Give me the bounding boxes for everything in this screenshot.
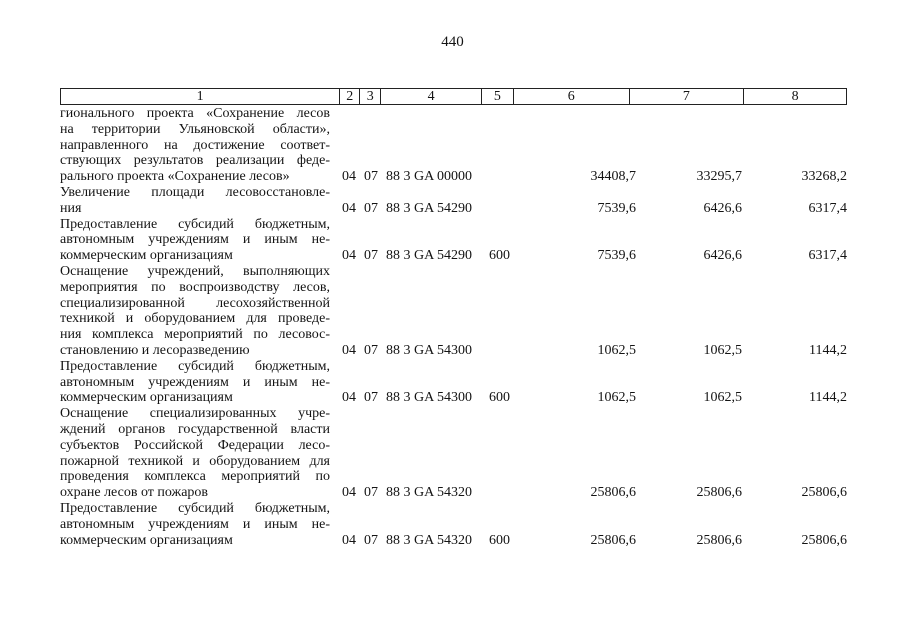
table-row xyxy=(60,106,847,185)
subsection-code: 07 xyxy=(364,342,378,358)
target-article-code: 88 3 GA 54320 xyxy=(386,532,472,548)
section-code: 04 xyxy=(342,248,356,264)
table-body xyxy=(60,106,847,548)
row-name-line: направленного на достижение соответ- xyxy=(60,137,330,153)
amount-col-7: 6426,6 xyxy=(703,200,742,216)
row-name-line: ждений органов государственной власти xyxy=(60,421,330,437)
row-name xyxy=(60,501,330,548)
expense-type-code: 600 xyxy=(489,248,510,264)
row-name xyxy=(60,217,330,264)
amount-col-8: 33268,2 xyxy=(801,169,847,185)
section-code: 04 xyxy=(342,169,356,185)
target-article-code: 88 3 GA 54300 xyxy=(386,390,472,406)
target-article-code: 88 3 GA 54290 xyxy=(386,248,472,264)
row-name xyxy=(60,106,330,185)
section-code: 04 xyxy=(342,342,356,358)
amount-col-7: 1062,5 xyxy=(703,342,742,358)
row-name xyxy=(60,185,330,217)
amount-col-8: 25806,6 xyxy=(801,485,847,501)
row-name-line: мероприятия по воспроизводству лесов, xyxy=(60,279,330,295)
amount-col-6: 7539,6 xyxy=(597,200,636,216)
expense-type-code: 600 xyxy=(489,390,510,406)
row-name-line: коммерческим организациям xyxy=(60,532,233,548)
subsection-code: 07 xyxy=(364,532,378,548)
row-name-line: Увеличение площади лесовосстановле- xyxy=(60,184,330,200)
table-row xyxy=(60,406,847,501)
row-name-line: Оснащение специализированных учре- xyxy=(60,406,330,422)
row-name-line: коммерческим организациям xyxy=(60,248,233,264)
amount-col-8: 6317,4 xyxy=(808,248,847,264)
header-col-5: 5 xyxy=(482,89,514,104)
table-row xyxy=(60,501,847,548)
row-name-line: техникой и оборудованием для проведе- xyxy=(60,311,330,327)
subsection-code: 07 xyxy=(364,248,378,264)
table-row xyxy=(60,359,847,406)
table-row xyxy=(60,217,847,264)
header-col-8: 8 xyxy=(791,89,799,104)
header-col-4: 4 xyxy=(381,89,482,104)
section-code: 04 xyxy=(342,200,356,216)
row-name xyxy=(60,406,330,501)
row-name-line: автономным учреждениям и иным не- xyxy=(60,232,330,248)
section-code: 04 xyxy=(342,485,356,501)
amount-col-6: 25806,6 xyxy=(590,532,636,548)
row-name-line: гионального проекта «Сохранение лесов xyxy=(60,106,330,121)
row-name-line: ния xyxy=(60,200,82,216)
amount-col-7: 25806,6 xyxy=(696,485,742,501)
header-col-3: 3 xyxy=(360,89,381,104)
amount-col-8: 1144,2 xyxy=(809,342,847,358)
table-row xyxy=(60,185,847,217)
row-name-line: Предоставление субсидий бюджетным, xyxy=(60,358,330,374)
amount-col-7: 25806,6 xyxy=(696,532,742,548)
row-name-line: охране лесов от пожаров xyxy=(60,485,209,501)
page-number: 440 xyxy=(441,34,464,50)
row-name-line: ния комплекса мероприятий по лесовос- xyxy=(60,327,330,343)
row-name-line: коммерческим организациям xyxy=(60,390,233,406)
amount-col-6: 1062,5 xyxy=(597,342,636,358)
row-name-line: проведения комплекса мероприятий по xyxy=(60,469,330,485)
table-header xyxy=(60,88,847,105)
row-name-line: рального проекта «Сохранение лесов» xyxy=(60,169,290,185)
amount-col-8: 6317,4 xyxy=(808,200,847,216)
amount-col-6: 7539,6 xyxy=(597,248,636,264)
amount-col-7: 33295,7 xyxy=(696,169,742,185)
row-name-line: автономным учреждениям и иным не- xyxy=(60,516,330,532)
table-row xyxy=(60,264,847,359)
row-name-line: пожарной техникой и оборудованием для xyxy=(60,453,330,469)
amount-col-8: 1144,2 xyxy=(809,390,847,406)
row-name-line: субъектов Российской Федерации лесо- xyxy=(60,437,330,453)
header-col-2: 2 xyxy=(340,89,360,104)
row-name-line: Предоставление субсидий бюджетным, xyxy=(60,500,330,516)
amount-col-7: 1062,5 xyxy=(703,390,742,406)
row-name xyxy=(60,264,330,359)
subsection-code: 07 xyxy=(364,485,378,501)
row-name-line: Оснащение учреждений, выполняющих xyxy=(60,263,330,279)
section-code: 04 xyxy=(342,390,356,406)
expense-type-code: 600 xyxy=(489,532,510,548)
amount-col-7: 6426,6 xyxy=(703,248,742,264)
target-article-code: 88 3 GA 54320 xyxy=(386,485,472,501)
row-name-line: автономным учреждениям и иным не- xyxy=(60,374,330,390)
target-article-code: 88 3 GA 54290 xyxy=(386,200,472,216)
row-name-line: Предоставление субсидий бюджетным, xyxy=(60,216,330,232)
amount-col-6: 1062,5 xyxy=(597,390,636,406)
amount-col-8: 25806,6 xyxy=(801,532,847,548)
header-col-1: 1 xyxy=(61,89,340,104)
header-col-6: 6 xyxy=(514,89,630,104)
row-name-line: становлению и лесоразведению xyxy=(60,342,250,358)
row-name-line: ствующих результатов реализации феде- xyxy=(60,153,330,169)
target-article-code: 88 3 GA 54300 xyxy=(386,342,472,358)
row-name-line: на территории Ульяновской области», xyxy=(60,121,330,137)
row-name-line: специализированной лесохозяйственной xyxy=(60,295,330,311)
header-col-7: 7 xyxy=(630,89,745,104)
subsection-code: 07 xyxy=(364,390,378,406)
target-article-code: 88 3 GA 00000 xyxy=(386,169,472,185)
subsection-code: 07 xyxy=(364,200,378,216)
section-code: 04 xyxy=(342,532,356,548)
row-name xyxy=(60,359,330,406)
amount-col-6: 25806,6 xyxy=(590,485,636,501)
subsection-code: 07 xyxy=(364,169,378,185)
amount-col-6: 34408,7 xyxy=(590,169,636,185)
